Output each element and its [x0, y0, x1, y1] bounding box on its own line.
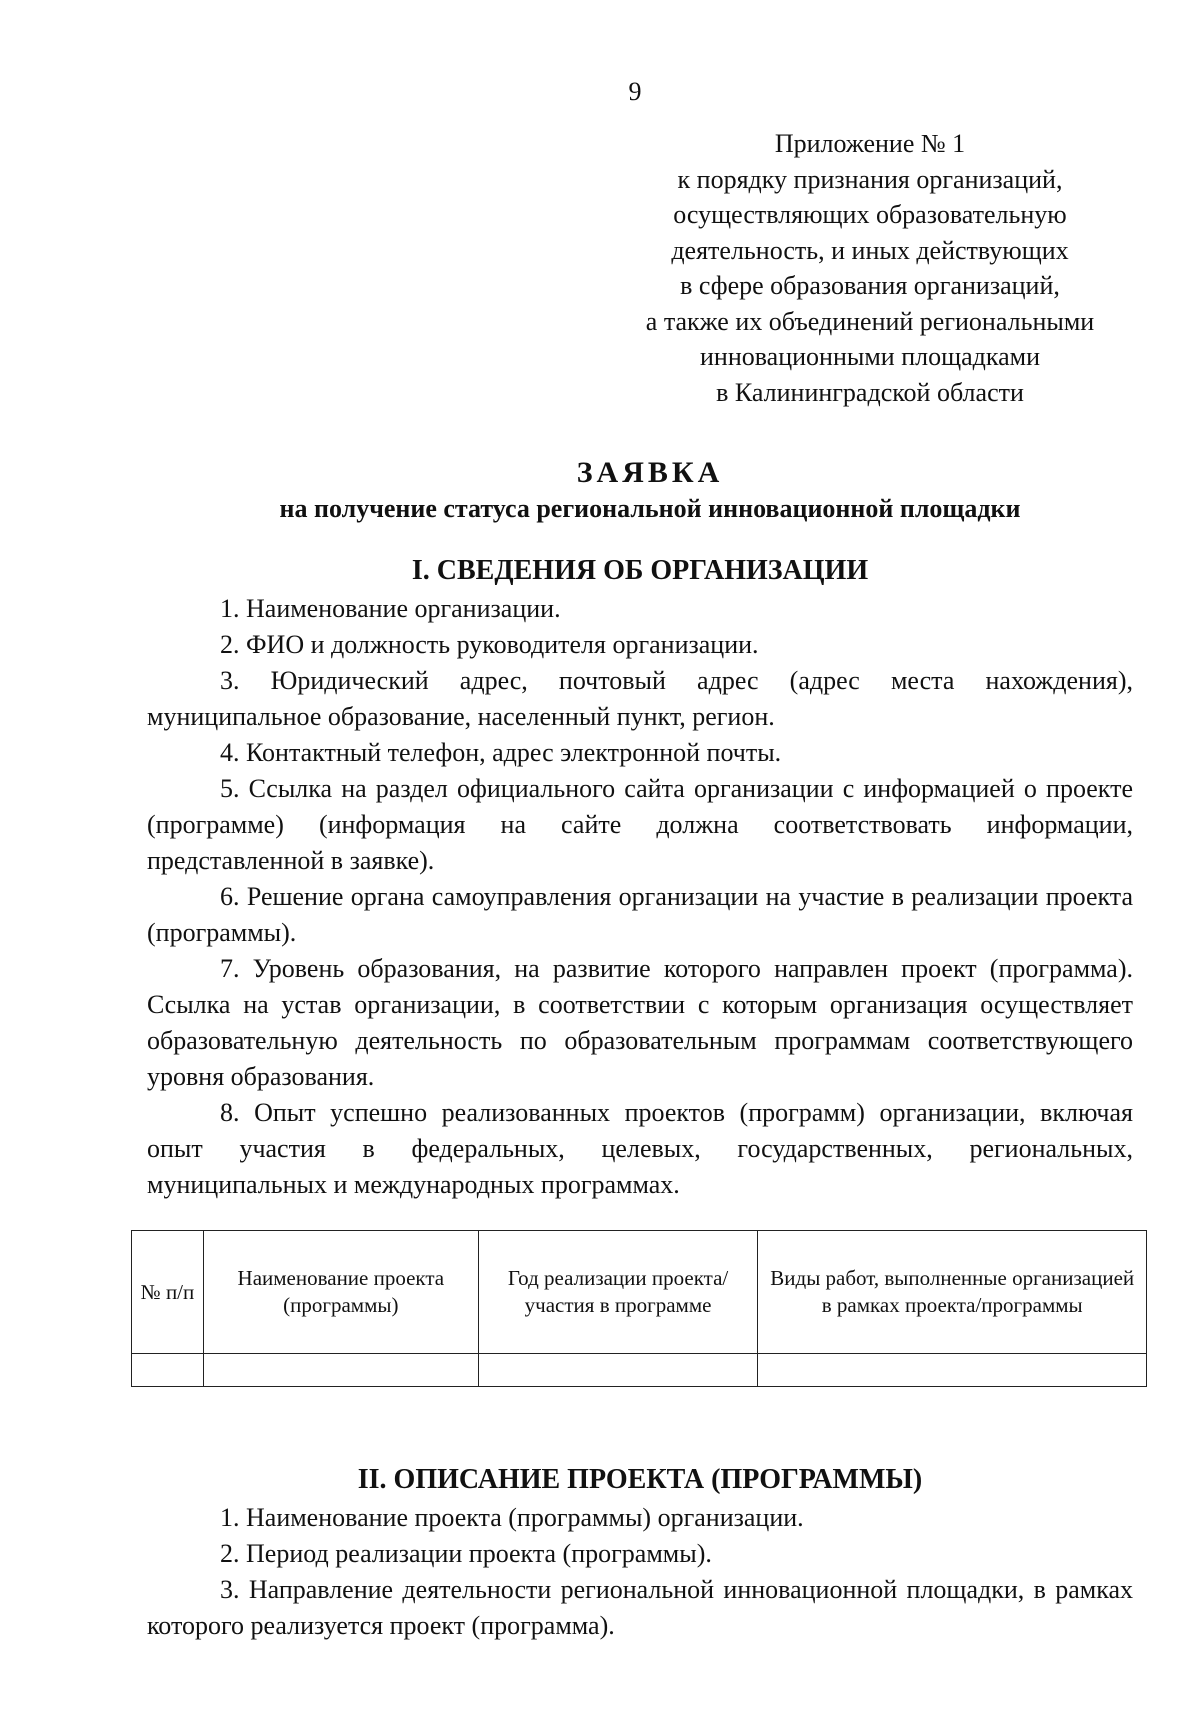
- section-2: [147, 1462, 1133, 1644]
- section-1-item: 5. Ссылка на раздел официального сайта организации с информацией о проекте (программе) (информация на сайте должна соответствовать информации, представленной в заявке).: [147, 774, 1133, 875]
- table-header-cell: Виды работ, выполненные организацией в рамках проекта/программы: [758, 1231, 1147, 1354]
- section-1-heading: I. СВЕДЕНИЯ ОБ ОРГАНИЗАЦИИ: [411, 555, 869, 586]
- section-1-item: 2. ФИО и должность руководителя организации.: [220, 630, 759, 659]
- projects-table: [131, 1230, 1147, 1387]
- annex-line: а также их объединений региональными: [645, 306, 1095, 336]
- table-cell: [758, 1354, 1147, 1387]
- table-header-row: [132, 1231, 1147, 1354]
- section-2-heading: II. ОПИСАНИЕ ПРОЕКТА (ПРОГРАММЫ): [357, 1464, 923, 1495]
- annex-line: Приложение № 1: [774, 129, 966, 158]
- section-2-item: 1. Наименование проекта (программы) организации.: [220, 1503, 804, 1532]
- section-1-item: 7. Уровень образования, на развитие которого направлен проект (программа). Ссылка на устав организации, в соответствии с которым организация осуществляет образовательную деятельность по образовательным программам соответствующего уровня образования.: [147, 954, 1133, 1091]
- section-1-item: 4. Контактный телефон, адрес электронной почты.: [220, 738, 782, 767]
- table-header-cell: Наименование проекта (программы): [203, 1231, 478, 1354]
- annex-line: инновационными площадками: [699, 342, 1041, 371]
- annex-line: деятельность, и иных действующих: [671, 235, 1069, 265]
- section-1-item: 3. Юридический адрес, почтовый адрес (адрес места нахождения), муниципальное образование, населенный пункт, регион.: [147, 666, 1133, 731]
- section-2-item: 2. Период реализации проекта (программы).: [220, 1539, 712, 1568]
- document-title: ЗАЯВКА: [576, 456, 724, 489]
- table-header-cell: Год реализации проекта/участия в программе: [478, 1231, 758, 1354]
- annex-line: к порядку признания организаций,: [677, 164, 1063, 194]
- table-row: [132, 1354, 1147, 1387]
- section-2-item: 3. Направление деятельности региональной инновационной площадки, в рамках которого реализуется проект (программа).: [147, 1575, 1133, 1640]
- table-cell: [203, 1354, 478, 1387]
- table-cell: [478, 1354, 758, 1387]
- table-cell: [132, 1354, 204, 1387]
- section-1-item: 1. Наименование организации.: [220, 594, 561, 623]
- annex-line: осуществляющих образовательную: [673, 200, 1067, 229]
- document-subtitle: на получение статуса региональной инновационной площадки: [279, 494, 1021, 523]
- table-header-cell: № п/п: [132, 1231, 204, 1354]
- section-1-item: 8. Опыт успешно реализованных проектов (программ) организации, включая опыт участия в федеральных, целевых, государственных, региональных, муниципальных и международных программах.: [147, 1098, 1133, 1199]
- section-1: [147, 553, 1133, 1203]
- section-1-item: 6. Решение органа самоуправления организации на участие в реализации проекта (программы).: [147, 882, 1133, 947]
- annex-block: [620, 126, 1120, 410]
- page-number: 9: [628, 77, 642, 106]
- annex-line: в сфере образования организаций,: [680, 271, 1060, 300]
- annex-line: в Калининградской области: [716, 377, 1024, 407]
